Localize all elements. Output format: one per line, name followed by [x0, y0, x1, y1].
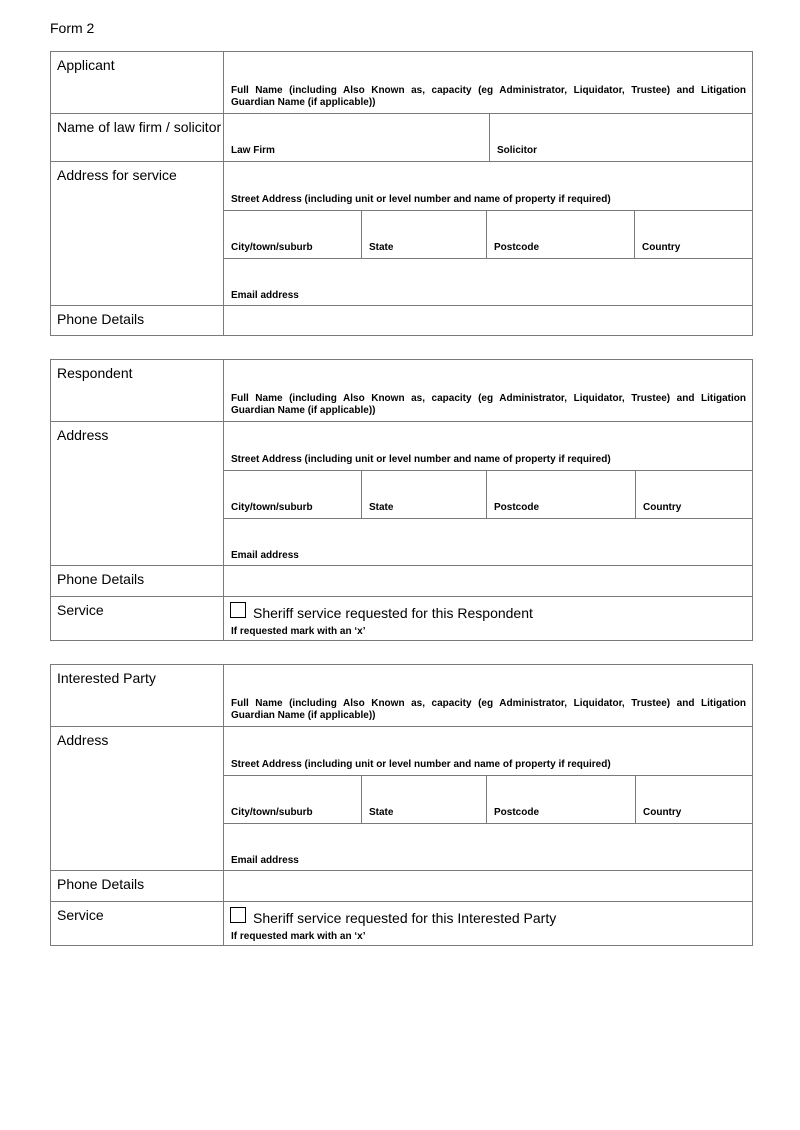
postcode-caption: Postcode: [494, 807, 540, 818]
applicant-law-firm-row: [51, 113, 752, 161]
state-field[interactable]: [361, 211, 486, 258]
interested-party-service-row: [51, 901, 752, 945]
street-address-caption: Street Address (including unit or level number and name of property if required): [231, 759, 611, 770]
law-firm-caption: Law Firm: [231, 145, 275, 156]
email-caption: Email address: [231, 855, 299, 866]
applicant-address-row: [51, 161, 752, 305]
city-caption: City/town/suburb: [231, 807, 313, 818]
respondent-full-name-field[interactable]: [224, 360, 752, 421]
service-label: Service: [57, 602, 104, 618]
applicant-phone-field[interactable]: [224, 306, 752, 335]
city-field[interactable]: [224, 211, 361, 258]
service-hint: If requested mark with an ‘x’: [231, 626, 366, 637]
sheriff-service-text: Sheriff service requested for this Interested Party: [253, 910, 557, 926]
interested-party-section: [50, 664, 753, 946]
interested-party-phone-field[interactable]: [224, 871, 752, 901]
city-field[interactable]: [224, 471, 361, 518]
postcode-caption: Postcode: [494, 502, 540, 513]
country-caption: Country: [643, 807, 682, 818]
country-field[interactable]: [635, 471, 752, 518]
country-caption: Country: [643, 502, 682, 513]
street-address-field[interactable]: [224, 727, 752, 775]
address-label: Address: [57, 427, 109, 443]
state-caption: State: [369, 502, 394, 513]
full-name-caption: Full Name (including Also Known as, capacity (eg Administrator, Liquidator, Trustee) and Litigation Guardian Name (if applicable)): [231, 393, 746, 416]
respondent-section: [50, 359, 753, 641]
email-caption: Email address: [231, 290, 299, 301]
country-field[interactable]: [634, 211, 752, 258]
state-caption: State: [369, 242, 394, 253]
state-caption: State: [369, 807, 394, 818]
respondent-name-row: [51, 360, 752, 421]
solicitor-caption: Solicitor: [497, 145, 538, 156]
respondent-service-row: [51, 596, 752, 640]
applicant-name-row: [51, 52, 752, 113]
postcode-field[interactable]: [486, 211, 634, 258]
email-field[interactable]: [224, 518, 752, 566]
address-for-service-label: Address for service: [57, 167, 177, 183]
city-caption: City/town/suburb: [231, 502, 313, 513]
street-address-field[interactable]: [224, 422, 752, 470]
sheriff-service-checkbox[interactable]: [230, 602, 246, 618]
address-label: Address: [57, 732, 109, 748]
city-state-row: [224, 775, 752, 823]
email-field[interactable]: [224, 823, 752, 871]
email-caption: Email address: [231, 550, 299, 561]
postcode-field[interactable]: [486, 471, 635, 518]
full-name-caption: Full Name (including Also Known as, capacity (eg Administrator, Liquidator, Trustee) and Litigation Guardian Name (if applicable)): [231, 85, 746, 108]
full-name-caption: Full Name (including Also Known as, capacity (eg Administrator, Liquidator, Trustee) and Litigation Guardian Name (if applicable)): [231, 698, 746, 721]
interested-party-full-name-field[interactable]: [224, 665, 752, 726]
sheriff-service-checkbox[interactable]: [230, 907, 246, 923]
postcode-caption: Postcode: [494, 242, 540, 253]
interested-party-label: Interested Party: [57, 670, 156, 686]
state-field[interactable]: [361, 776, 486, 823]
respondent-address-row: [51, 421, 752, 565]
interested-party-phone-row: [51, 870, 752, 901]
service-label: Service: [57, 907, 104, 923]
service-hint: If requested mark with an ‘x’: [231, 931, 366, 942]
country-field[interactable]: [635, 776, 752, 823]
law-firm-solicitor-label: Name of law firm / solicitor: [57, 119, 222, 135]
city-state-row: [224, 470, 752, 518]
respondent-phone-field[interactable]: [224, 566, 752, 596]
state-field[interactable]: [361, 471, 486, 518]
respondent-label: Respondent: [57, 365, 133, 381]
solicitor-field[interactable]: [489, 114, 752, 161]
street-address-caption: Street Address (including unit or level number and name of property if required): [231, 194, 611, 205]
applicant-full-name-field[interactable]: [224, 52, 752, 113]
sheriff-service-text: Sheriff service requested for this Respondent: [253, 605, 533, 621]
postcode-field[interactable]: [486, 776, 635, 823]
phone-details-label: Phone Details: [57, 876, 145, 892]
country-caption: Country: [642, 242, 681, 253]
respondent-phone-row: [51, 565, 752, 596]
phone-details-label: Phone Details: [57, 311, 145, 327]
applicant-label: Applicant: [57, 57, 115, 73]
email-field[interactable]: [224, 258, 752, 306]
city-caption: City/town/suburb: [231, 242, 313, 253]
law-firm-field[interactable]: [224, 114, 489, 161]
applicant-phone-row: [51, 305, 752, 335]
applicant-section: [50, 51, 753, 336]
interested-party-address-row: [51, 726, 752, 870]
phone-details-label: Phone Details: [57, 571, 145, 587]
street-address-field[interactable]: [224, 162, 752, 210]
street-address-caption: Street Address (including unit or level number and name of property if required): [231, 454, 611, 465]
form-number: Form 2: [50, 20, 95, 36]
city-field[interactable]: [224, 776, 361, 823]
city-state-row: [224, 210, 752, 258]
interested-party-name-row: [51, 665, 752, 726]
